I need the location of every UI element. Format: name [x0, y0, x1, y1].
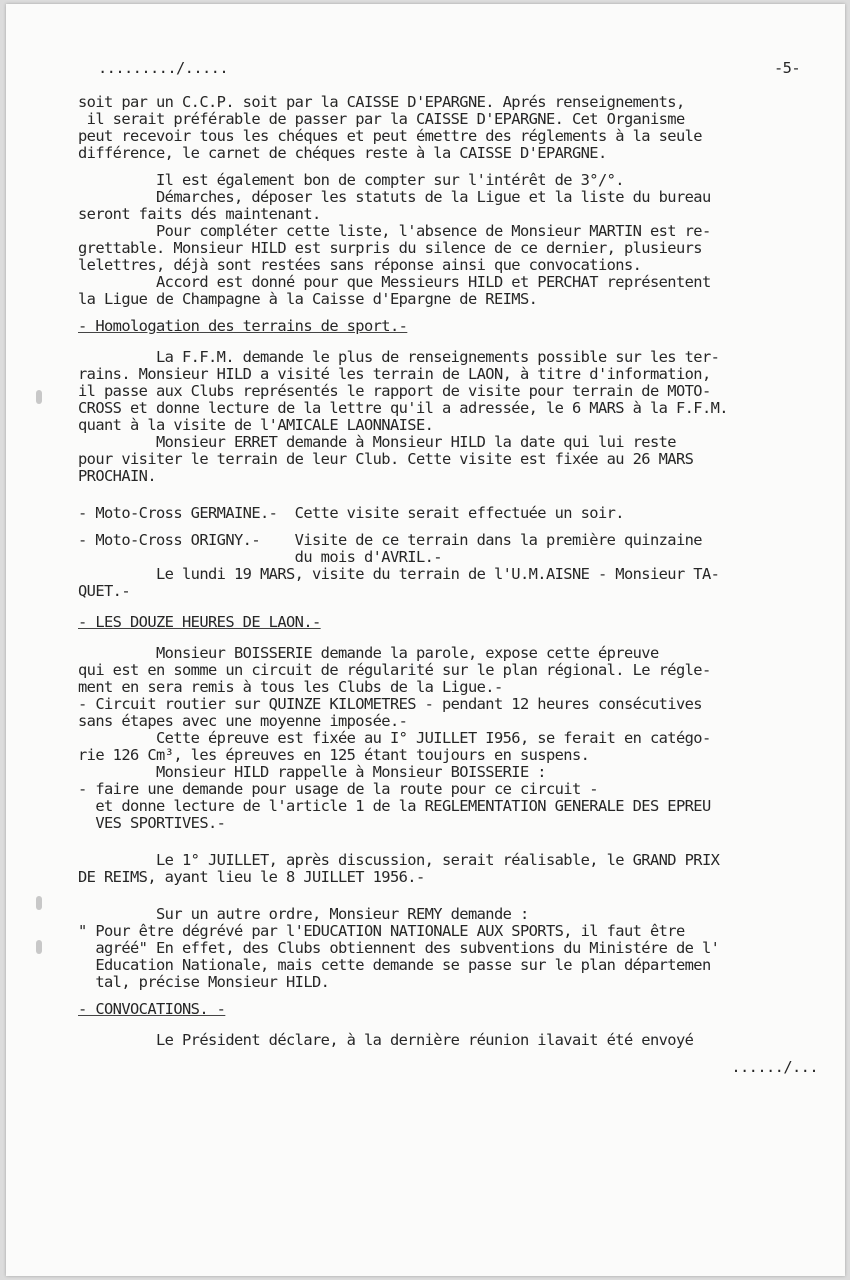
text-line: - Circuit routier sur QUINZE KILOMETRES - pendant 12 heures consécutives: [78, 695, 702, 713]
text-line: grettable. Monsieur HILD est surpris du silence de ce dernier, plusieurs: [78, 239, 702, 257]
text-line: lelettres, déjà sont restées sans réponse ainsi que convocations.: [78, 256, 642, 274]
page-number: -5-: [774, 59, 800, 77]
text-line: tal, précise Monsieur HILD.: [78, 973, 330, 991]
text-line: Monsieur HILD rappelle à Monsieur BOISSERIE :: [78, 763, 546, 781]
text-line: quant à la visite de l'AMICALE LAONNAISE.: [78, 416, 434, 434]
text-line: rie 126 Cm³, les épreuves en 125 étant toujours en suspens.: [78, 746, 590, 764]
text-line: agréé" En effet, des Clubs obtiennent des subventions du Ministére de l': [78, 939, 720, 957]
text-line: La F.F.M. demande le plus de renseignements possible sur les ter-: [78, 348, 720, 366]
text-line: soit par un C.C.P. soit par la CAISSE D'EPARGNE. Aprés renseignements,: [78, 93, 685, 111]
text-line: seront faits dés maintenant.: [78, 205, 321, 223]
text-line: Sur un autre ordre, Monsieur REMY demande :: [78, 905, 529, 923]
section-heading: - CONVOCATIONS. -: [78, 1000, 226, 1018]
text-line: différence, le carnet de chéques reste à la CAISSE D'EPARGNE.: [78, 144, 607, 162]
text-line: pour visiter le terrain de leur Club. Cette visite est fixée au 26 MARS: [78, 450, 694, 468]
text-line: la Ligue de Champagne à la Caisse d'Epargne de REIMS.: [78, 290, 538, 308]
text-line: sans étapes avec une moyenne imposée.-: [78, 712, 408, 730]
text-line: Monsieur BOISSERIE demande la parole, expose cette épreuve: [78, 644, 659, 662]
text-line: " Pour être dégrévé par l'EDUCATION NATIONALE AUX SPORTS, il faut être: [78, 922, 685, 940]
text-line: Pour compléter cette liste, l'absence de Monsieur MARTIN est re-: [78, 222, 711, 240]
document-body: [78, 60, 818, 1076]
continuation-marker-bottom: ....../...: [731, 1058, 818, 1076]
text-line: il serait préférable de passer par la CAISSE D'EPARGNE. Cet Organisme: [78, 110, 685, 128]
section-heading: - Homologation des terrains de sport.-: [78, 317, 408, 335]
text-line: qui est en somme un circuit de régularité sur le plan régional. Le régle-: [78, 661, 711, 679]
text-line: Le 1° JUILLET, après discussion, serait réalisable, le GRAND PRIX: [78, 851, 720, 869]
section-heading: - LES DOUZE HEURES DE LAON.-: [78, 613, 321, 631]
text-line: Cette épreuve est fixée au I° JUILLET I956, se ferait en catégo-: [78, 729, 711, 747]
text-line: Education Nationale, mais cette demande se passe sur le plan départemen: [78, 956, 711, 974]
page-header: [78, 60, 818, 80]
text-line: CROSS et donne lecture de la lettre qu'il a adressée, le 6 MARS à la F.F.M.: [78, 399, 728, 417]
text-line: Accord est donné pour que Messieurs HILD et PERCHAT représentent: [78, 273, 711, 291]
text-line: Le Président déclare, à la dernière réunion ilavait été envoyé: [78, 1031, 694, 1049]
text-line: VES SPORTIVES.-: [78, 814, 226, 832]
text-line: du mois d'AVRIL.-: [78, 548, 442, 566]
text-line: - faire une demande pour usage de la route pour ce circuit -: [78, 780, 598, 798]
text-line: peut recevoir tous les chéques et peut émettre des réglements à la seule: [78, 127, 702, 145]
text-line: DE REIMS, ayant lieu le 8 JUILLET 1956.-: [78, 868, 425, 886]
continuation-marker-top: ........./.....: [98, 59, 228, 77]
text-line: PROCHAIN.: [78, 467, 156, 485]
text-line: il passe aux Clubs représentés le rapport de visite pour terrain de MOTO-: [78, 382, 711, 400]
text-line: et donne lecture de l'article 1 de la REGLEMENTATION GENERALE DES EPREU: [78, 797, 711, 815]
text-line: QUET.-: [78, 582, 130, 600]
text-line: ment en sera remis à tous les Clubs de la Ligue.-: [78, 678, 503, 696]
punch-hole-mark: [36, 896, 42, 910]
punch-hole-mark: [36, 390, 42, 404]
text-line: Démarches, déposer les statuts de la Ligue et la liste du bureau: [78, 188, 711, 206]
text-line: - Moto-Cross GERMAINE.- Cette visite serait effectuée un soir.: [78, 504, 624, 522]
punch-hole-mark: [36, 940, 42, 954]
text-line: - Moto-Cross ORIGNY.- Visite de ce terrain dans la première quinzaine: [78, 531, 702, 549]
text-line: Le lundi 19 MARS, visite du terrain de l'U.M.AISNE - Monsieur TA-: [78, 565, 720, 583]
text-line: rains. Monsieur HILD a visité les terrain de LAON, à titre d'information,: [78, 365, 711, 383]
text-line: Il est également bon de compter sur l'intérêt de 3°/°.: [78, 171, 624, 189]
text-line: Monsieur ERRET demande à Monsieur HILD la date qui lui reste: [78, 433, 676, 451]
